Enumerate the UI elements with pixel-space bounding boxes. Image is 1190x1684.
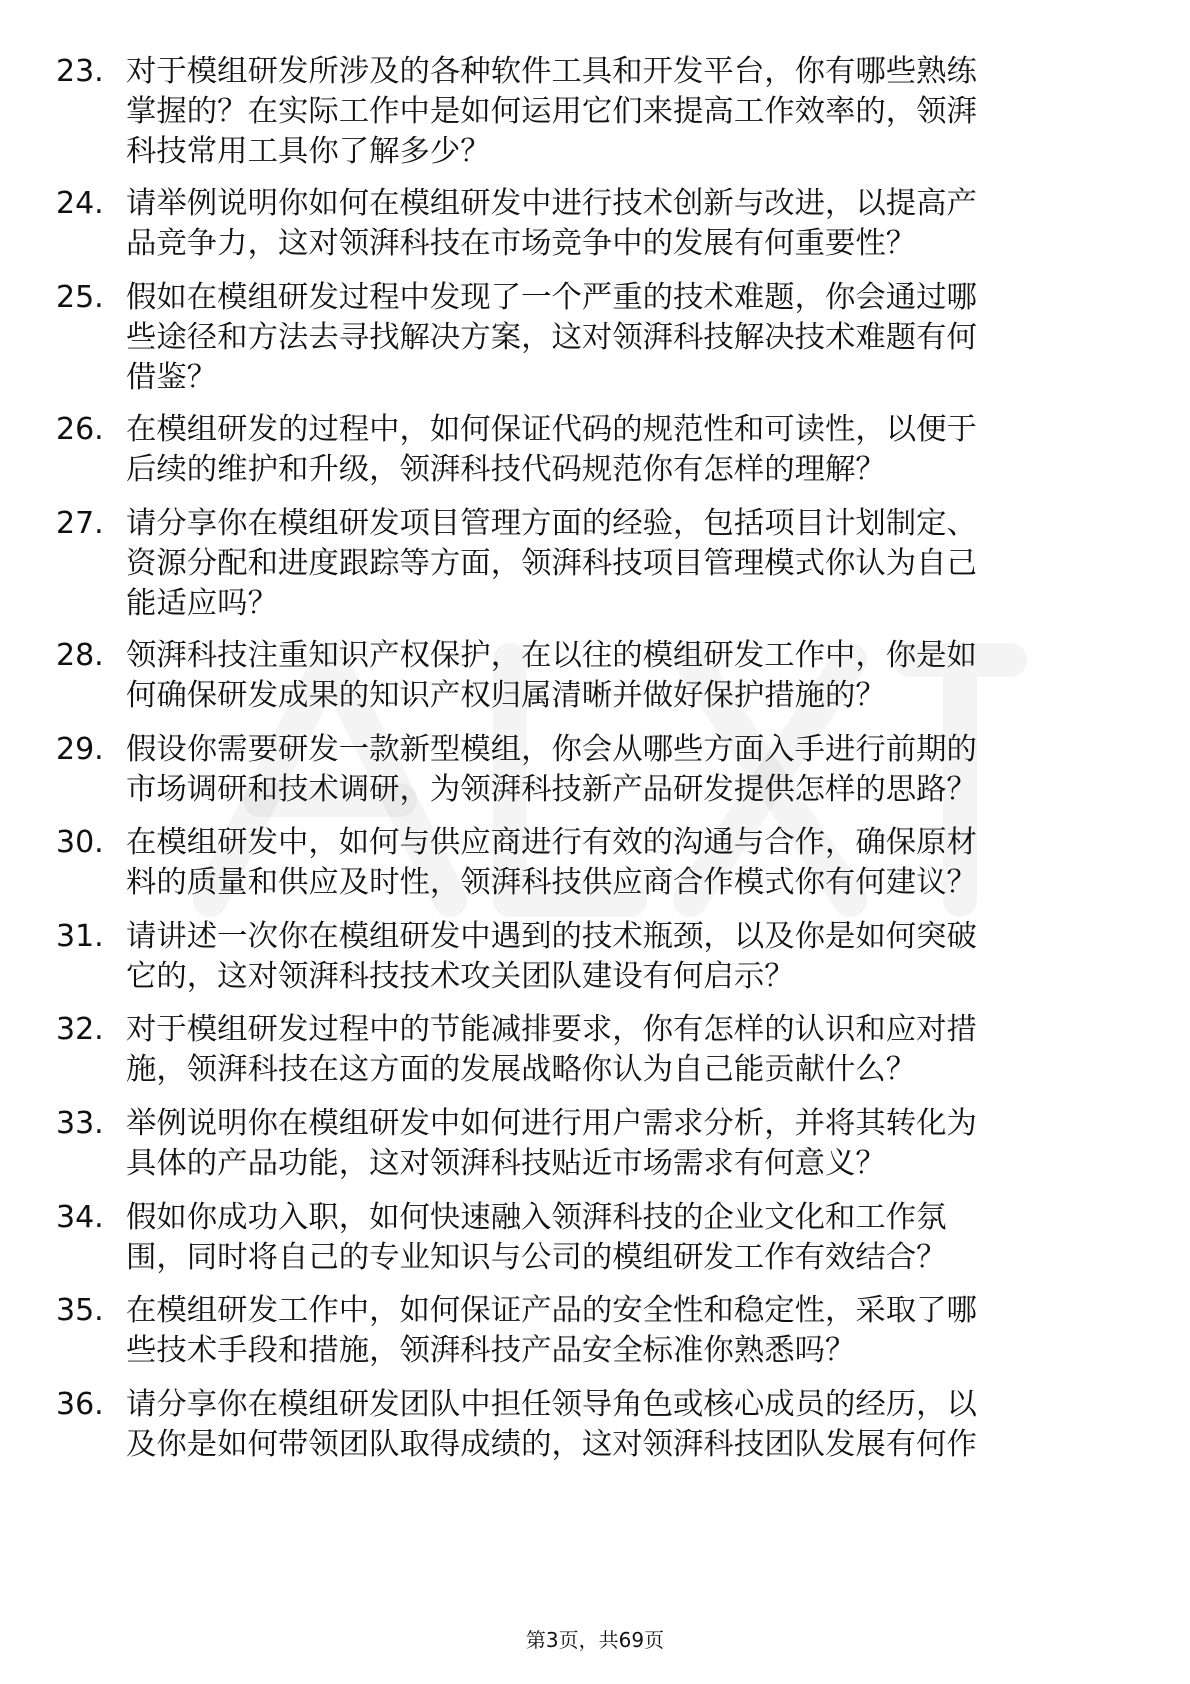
question-text: 假设你需要研发一款新型模组，你会从哪些方面入手进行前期的 市场调研和技术调研，为领湃科技新产品研发提供怎样的思路？ [126,732,977,807]
question-number: 29. [56,732,104,767]
question-number: 30. [56,825,104,860]
question-text: 对于模组研发所涉及的各种软件工具和开发平台，你有哪些熟练 掌握的？在实际工作中是如何运用它们来提高工作效率的，领湃 科技常用工具你了解多少？ [126,54,977,169]
question-text: 假如在模组研发过程中发现了一个严重的技术难题，你会通过哪 些途径和方法去寻找解决方案，这对领湃科技解决技术难题有何 借鉴？ [126,280,977,395]
question-number: 34. [56,1200,104,1235]
page-footer: 第3页，共69页 [525,1628,665,1652]
question-text: 请分享你在模组研发项目管理方面的经验，包括项目计划制定、 资源分配和进度跟踪等方面，领湃科技项目管理模式你认为自己 能适应吗？ [126,506,977,621]
question-number: 32. [56,1012,104,1047]
question-number: 26. [56,412,104,447]
question-text: 请讲述一次你在模组研发中遇到的技术瓶颈，以及你是如何突破 它的，这对领湃科技技术攻关团队建设有何启示？ [126,919,977,994]
question-text: 在模组研发的过程中，如何保证代码的规范性和可读性，以便于 后续的维护和升级，领湃科技代码规范你有怎样的理解？ [126,412,977,487]
question-text: 领湃科技注重知识产权保护，在以往的模组研发工作中，你是如 何确保研发成果的知识产权归属清晰并做好保护措施的？ [126,638,977,713]
question-number: 35. [56,1293,104,1328]
question-number: 23. [56,54,104,89]
question-number: 33. [56,1106,104,1141]
question-number: 27. [56,506,104,541]
question-text: 请举例说明你如何在模组研发中进行技术创新与改进，以提高产 品竞争力，这对领湃科技在市场竞争中的发展有何重要性？ [126,186,977,261]
question-text: 在模组研发工作中，如何保证产品的安全性和稳定性，采取了哪 些技术手段和措施，领湃科技产品安全标准你熟悉吗？ [126,1293,977,1368]
question-number: 31. [56,919,104,954]
question-number: 28. [56,638,104,673]
question-text: 对于模组研发过程中的节能减排要求，你有怎样的认识和应对措 施，领湃科技在这方面的发展战略你认为自己能贡献什么？ [126,1012,977,1087]
question-text: 在模组研发中，如何与供应商进行有效的沟通与合作，确保原材 料的质量和供应及时性，领湃科技供应商合作模式你有何建议？ [126,825,977,900]
question-text: 假如你成功入职，如何快速融入领湃科技的企业文化和工作氛 围，同时将自己的专业知识与公司的模组研发工作有效结合？ [126,1200,947,1275]
question-number: 25. [56,280,104,315]
question-text: 请分享你在模组研发团队中担任领导角色或核心成员的经历，以 及你是如何带领团队取得成绩的，这对领湃科技团队发展有何作 [126,1387,977,1462]
question-number: 36. [56,1387,104,1422]
question-text: 举例说明你在模组研发中如何进行用户需求分析，并将其转化为 具体的产品功能，这对领湃科技贴近市场需求有何意义？ [126,1106,977,1181]
question-number: 24. [56,186,104,221]
